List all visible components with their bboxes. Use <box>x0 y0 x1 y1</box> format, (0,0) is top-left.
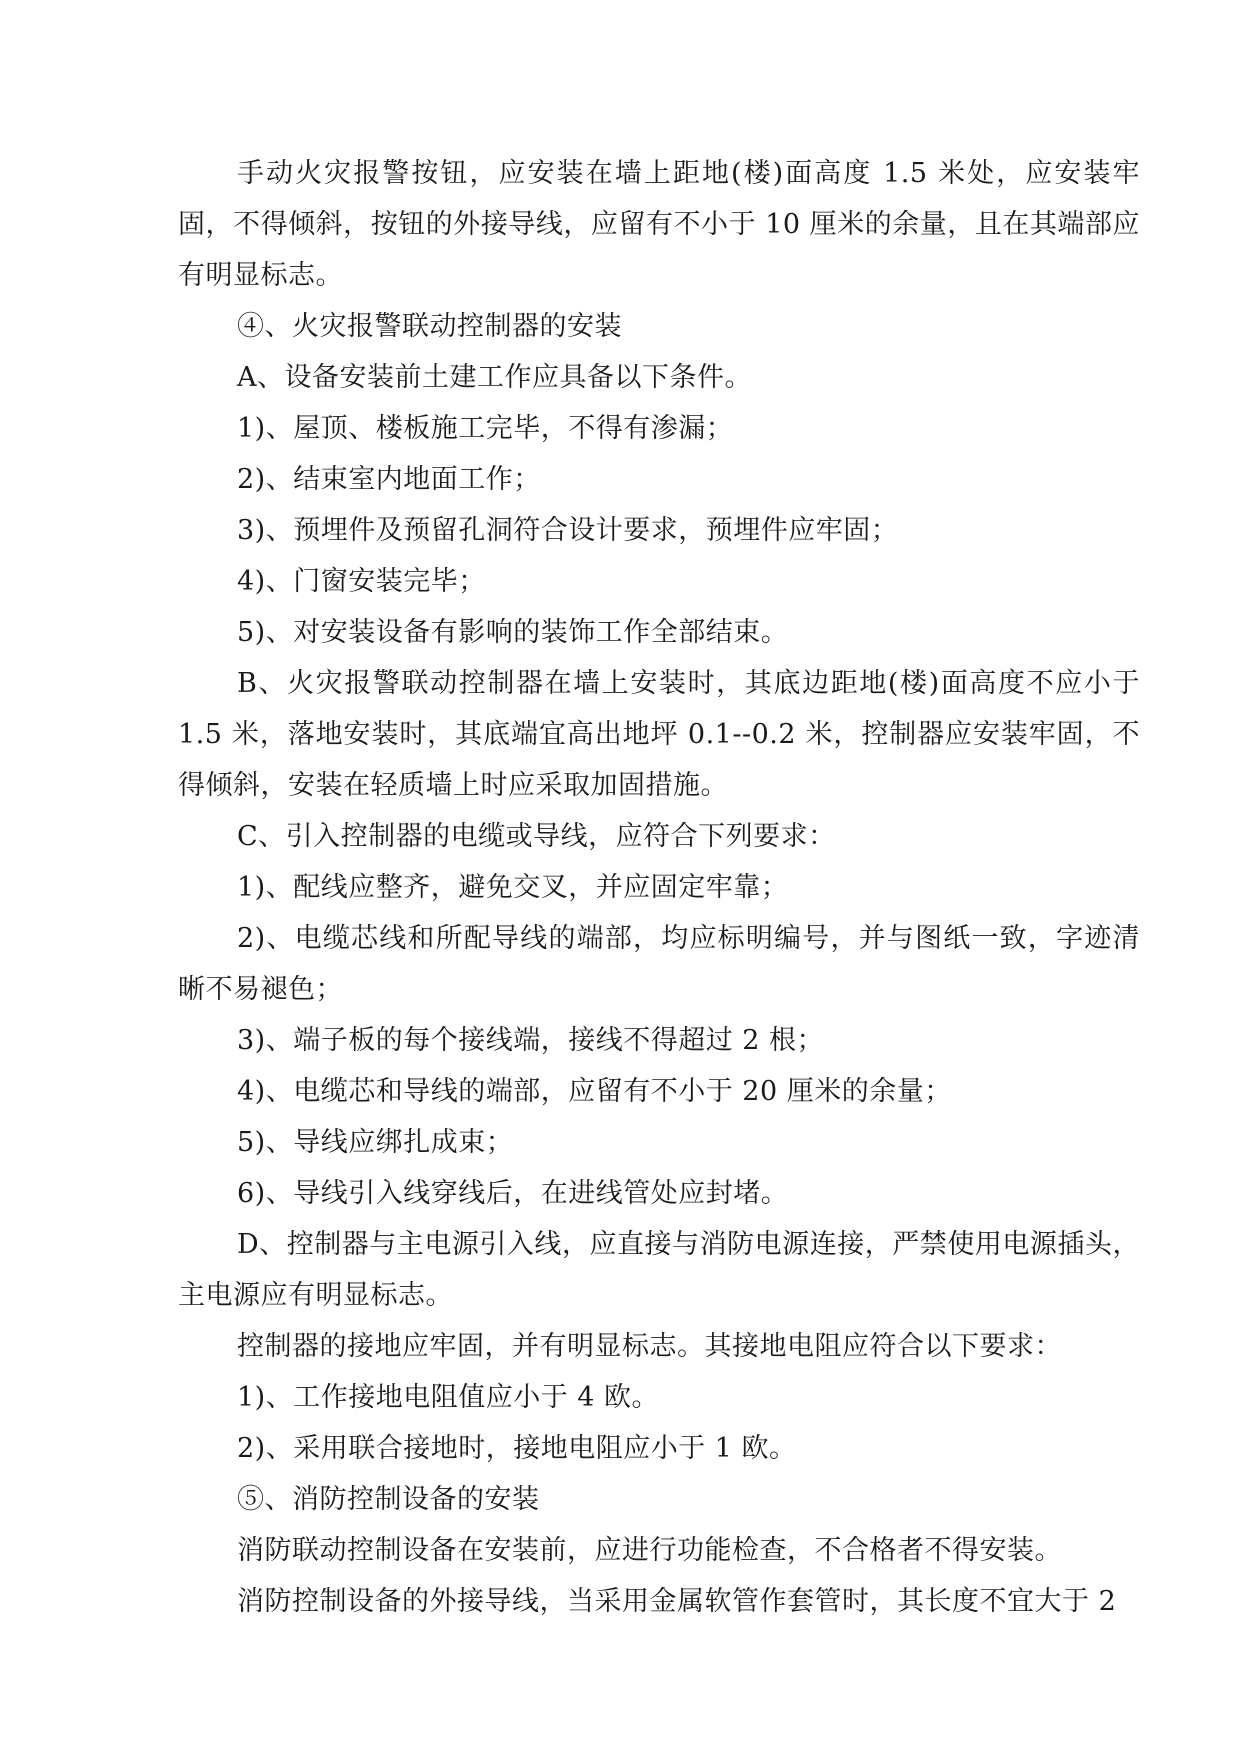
subsection-a: A、设备安装前土建工作应具备以下条件。 <box>237 362 752 393</box>
list-item: 3)、端子板的每个接线端，接线不得超过 2 根； <box>237 1025 825 1056</box>
paragraph-grounding: 控制器的接地应牢固，并有明显标志。其接地电阻应符合以下要求： <box>237 1331 1062 1362</box>
list-item: 1)、屋顶、楼板施工完毕，不得有渗漏； <box>237 413 734 444</box>
list-item: 5)、导线应绑扎成束； <box>237 1127 514 1158</box>
list-item: 6)、导线引入线穿线后，在进线管处应封堵。 <box>237 1178 789 1209</box>
document-body <box>178 148 1140 1627</box>
paragraph-external-wiring: 消防控制设备的外接导线，当采用金属软管作套管时，其长度不宜大于 2 <box>237 1586 1117 1617</box>
list-item: 1)、配线应整齐，避免交叉，并应固定牢靠； <box>237 872 789 903</box>
list-item: 4)、电缆芯和导线的端部，应留有不小于 20 厘米的余量； <box>237 1076 952 1107</box>
section-heading-4: ④、火灾报警联动控制器的安装 <box>237 311 622 342</box>
paragraph-function-check: 消防联动控制设备在安装前，应进行功能检查，不合格者不得安装。 <box>237 1535 1062 1566</box>
subsection-d: D、控制器与主电源引入线，应直接与消防电源连接，严禁使用电源插头，主电源应有明显标志。 <box>178 1229 1140 1311</box>
subsection-b: B、火灾报警联动控制器在墙上安装时，其底边距地(楼)面高度不应小于 1.5 米，落地安装时，其底端宜高出地坪 0.1--0.2 米，控制器应安装牢固，不得倾斜，安装在轻质墙上时应采取加固措施。 <box>178 668 1140 801</box>
section-heading-5: ⑤、消防控制设备的安装 <box>237 1484 540 1515</box>
paragraph-manual-alarm-button: 手动火灾报警按钮，应安装在墙上距地(楼)面高度 1.5 米处，应安装牢固，不得倾斜，按钮的外接导线，应留有不小于 10 厘米的余量，且在其端部应有明显标志。 <box>178 158 1140 291</box>
subsection-c: C、引入控制器的电缆或导线，应符合下列要求： <box>237 821 836 852</box>
list-item: 4)、门窗安装完毕； <box>237 566 486 597</box>
list-item: 5)、对安装设备有影响的装饰工作全部结束。 <box>237 617 789 648</box>
list-item: 2)、电缆芯线和所配导线的端部，均应标明编号，并与图纸一致，字迹清晰不易褪色； <box>178 923 1140 1005</box>
list-item: 2)、采用联合接地时，接地电阻应小于 1 欧。 <box>237 1433 797 1464</box>
list-item: 1)、工作接地电阻值应小于 4 欧。 <box>237 1382 660 1413</box>
list-item: 3)、预埋件及预留孔洞符合设计要求，预埋件应牢固； <box>237 515 899 546</box>
list-item: 2)、结束室内地面工作； <box>237 464 541 495</box>
